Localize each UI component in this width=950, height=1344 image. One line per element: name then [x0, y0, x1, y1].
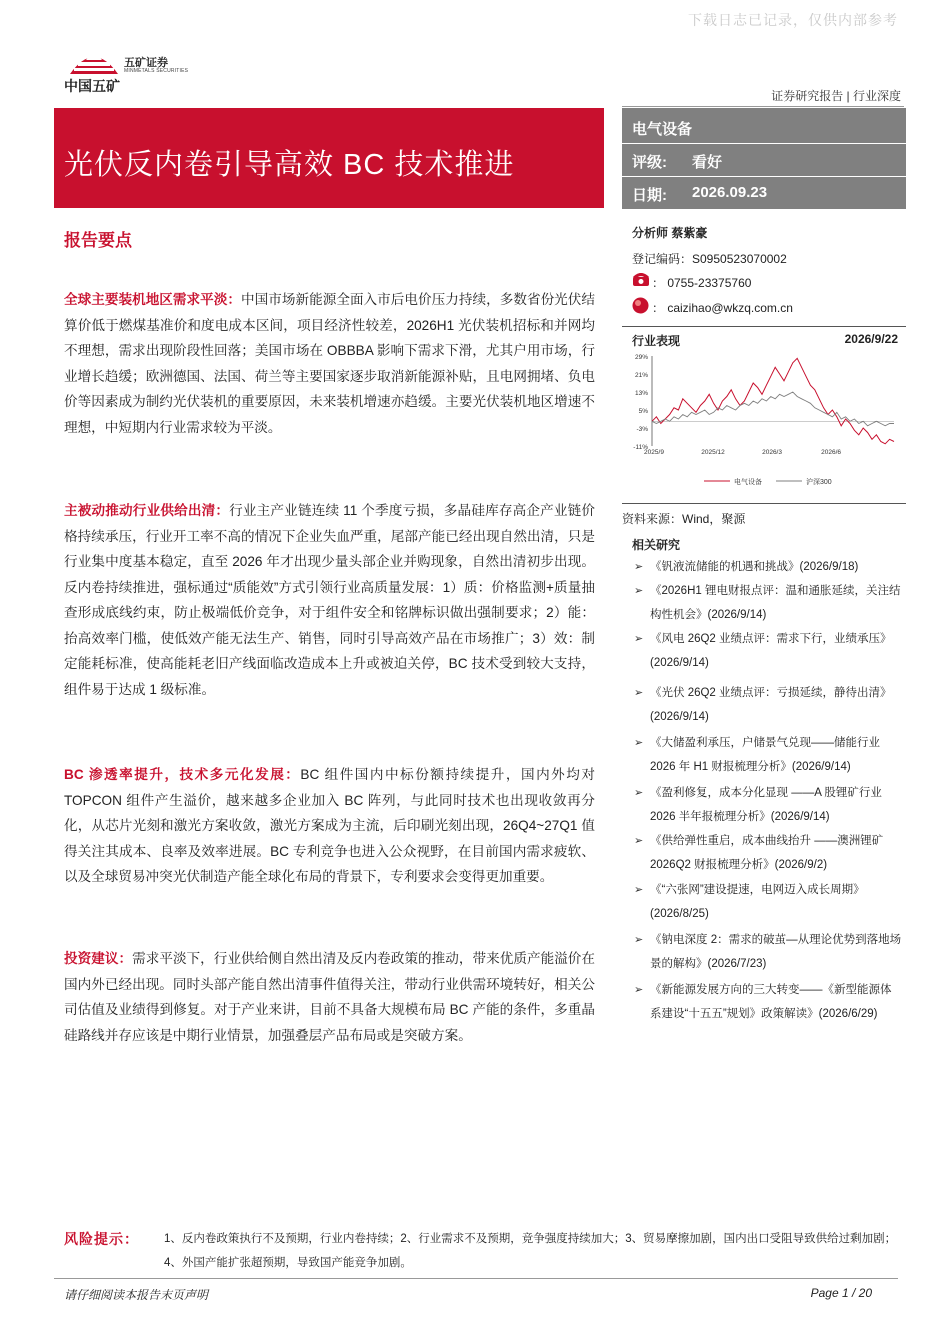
legend-label: 沪深300: [806, 479, 832, 486]
related-research-item[interactable]: [634, 878, 902, 926]
arrow-bullet-icon: ➢: [634, 984, 644, 996]
analyst-name: 分析师 蔡紫豪: [632, 226, 708, 240]
risk-label: 风险提示：: [64, 1231, 139, 1247]
related-research-item[interactable]: [634, 829, 902, 877]
brand-name-en: MINMETALS SECURITIES: [124, 68, 189, 74]
rating-divider: [622, 143, 906, 144]
arrow-bullet-icon: ➢: [634, 787, 644, 799]
paragraph-lead: BC 渗透率提升，技术多元化发展：: [64, 767, 301, 782]
arrow-bullet-icon: ➢: [634, 633, 644, 645]
series-line-sector: [652, 358, 894, 444]
x-tick-label: 2025/12: [701, 449, 725, 456]
arrow-bullet-icon: ➢: [634, 737, 644, 749]
related-research-item[interactable]: [634, 579, 902, 627]
y-tick-label: 5%: [638, 408, 648, 415]
related-research-item[interactable]: [634, 731, 902, 779]
footer-disclaimer: 请仔细阅读本报告末页声明: [64, 1288, 209, 1302]
related-research-heading: 相关研究: [632, 538, 681, 552]
paragraph-supply: [64, 498, 595, 702]
y-tick-label: -3%: [636, 426, 648, 433]
paragraph-lead: 全球主要装机地区需求平淡：: [64, 292, 242, 307]
date-divider: [622, 176, 906, 177]
date-value: 2026.09.23: [692, 184, 768, 201]
arrow-bullet-icon: ➢: [634, 835, 644, 847]
series-line-benchmark: [652, 392, 894, 426]
email-icon: [632, 297, 649, 314]
related-research-item[interactable]: [634, 555, 902, 579]
arrow-bullet-icon: ➢: [634, 585, 644, 597]
paragraph-lead: 主被动推动行业供给出清：: [64, 503, 230, 518]
related-research-item[interactable]: [634, 627, 902, 675]
paragraph-bc-tech: [64, 762, 595, 890]
group-name: 中国五矿: [64, 78, 120, 94]
analyst-email[interactable]: ： caizihao@wkzq.com.cn: [652, 301, 793, 315]
x-tick-label: 2025/9: [644, 449, 664, 456]
arrow-bullet-icon: ➢: [634, 561, 644, 573]
related-research-title: 《钠电深度 2：需求的破茧—从理论优势到落地场景的解构》(2026/7/23): [650, 934, 902, 970]
brand-name: 五矿证券: [124, 57, 168, 69]
related-research-title: 《大储盈利承压，户储景气兑现——储能行业 2026 年 H1 财报梳理分析》(2026/9/14): [650, 737, 880, 773]
related-research-item[interactable]: [634, 928, 902, 976]
paragraph-body: 需求平淡下，行业供给侧自然出清及反内卷政策的推动，带来优质产能溢价在国内外已经出现。同时头部产能自然出清事件值得关注，带动行业供需环境转好，相关公司估值及业绩得到修复。对于产业来讲，目前不具备大规模布局 BC 产能的条件，多重晶硅路线并存应该是中期行业情景，加强叠层产品布局或是突破方案。: [64, 951, 596, 1043]
chart-title: 行业表现: [632, 334, 681, 348]
risk-text: 1、反内卷政策执行不及预期，行业内卷持续；2、行业需求不及预期，竞争强度持续加大；3、贸易摩擦加剧，国内出口受阻导致供给过剩加剧；4、外国产能扩张超预期，导致国产能竞争加剧。: [164, 1233, 897, 1269]
paragraph-demand: [64, 287, 595, 440]
x-tick-label: 2026/3: [762, 449, 782, 456]
data-source: 资料来源：Wind，聚源: [622, 512, 746, 526]
report-title: 光伏反内卷引导高效 BC 技术推进: [64, 149, 515, 181]
rating-value: 看好: [692, 154, 723, 171]
related-research-title: 《2026H1 锂电财报点评：温和通胀延续，关注结构性机会》(2026/9/14): [650, 585, 901, 621]
related-research-title: 《钒液流储能的机遇和挑战》(2026/9/18): [650, 561, 859, 573]
related-research-title: 《风电 26Q2 业绩点评：需求下行，业绩承压》(2026/9/14): [650, 633, 892, 669]
minmetals-emblem-icon: [64, 44, 124, 78]
related-research-item[interactable]: [634, 681, 902, 729]
y-tick-label: 29%: [634, 354, 648, 361]
related-research-item[interactable]: [634, 781, 902, 829]
performance-chart: [622, 348, 906, 496]
paragraph-body: 行业主产业链连续 11 个季度亏损，多晶硅库存高企产业链价格持续承压，行业开工率不高的情况下企业失血严重，尾部产能已经出现自然出清，只是行业集中度基本稳定，直至 2026 年才出现少量头部企业并购现象，自然出清初步出现。反内卷持续推进，强标通过“质能效”方式引领行业高质量发展：1）质：价格监测+质量抽查形成底线约束，防止极端低价竞争，对于组件安全和铭牌标识做出强制要求；2）能：抬高效率门槛，使低效产能无法生产、销售，同时引导高效产品在市场推广；3）效：制定能耗标准，使高能耗老旧产线面临改造成本上升或被迫关停，BC 技术受到较大支持，组件易于达成 1 级标准。: [64, 503, 595, 697]
footer-divider: [54, 1278, 898, 1279]
report-type: 证券研究报告 | 行业深度: [771, 89, 901, 103]
phone-icon: [632, 273, 650, 287]
related-research-item[interactable]: [634, 978, 902, 1026]
paragraph-investment: [64, 946, 595, 1048]
paragraph-lead: 投资建议：: [64, 951, 133, 966]
related-research-title: 《新能源发展方向的三大转变——《新型能源体系建设“十五五”规划》政策解读》(2026/6/29): [650, 984, 892, 1020]
x-tick-label: 2026/6: [821, 449, 842, 456]
arrow-bullet-icon: ➢: [634, 934, 644, 946]
related-research-title: 《供给弹性重启，成本曲线抬升 ——澳洲锂矿 2026Q2 财报梳理分析》(2026/9/2): [650, 835, 884, 871]
related-research-title: 《盈利修复，成本分化显现 ——A 股锂矿行业 2026 半年报梳理分析》(2026/9/14): [650, 787, 882, 823]
y-tick-label: 13%: [634, 390, 648, 397]
date-label: 日期:: [632, 187, 667, 204]
rating-label: 评级:: [632, 154, 667, 171]
paragraph-body: 中国市场新能源全面入市后电价压力持续，多数省份光伏结算价低于燃煤基准价和度电成本区间，项目经济性较差，2026H1 光伏装机招标和并网均不理想，需求出现阶段性回落；美国市场在 OBBBA 影响下需求下滑，尤其户用市场，行业增长趋缓；欧洲德国、法国、荷兰等主要国家逐步取消新能源补贴，且电网拥堵、负电价等因素成为制约光伏装机的重要原因，未来装机增速亦趋缓。主要光伏装机地区增速不理想，中短期内行业需求较为平淡。: [64, 292, 596, 435]
related-research-title: 《光伏 26Q2 业绩点评：亏损延续，静待出清》(2026/9/14): [650, 687, 892, 723]
paragraph-body: BC 组件国内中标份额持续提升，国内外均对 TOPCON 组件产生溢价，越来越多企业加入 BC 阵列，与此同时技术也出现收敛再分化，从芯片光刻和激光方案收敛，激光方案成为主流，后印刷光刻出现，26Q4~27Q1 值得关注其成本、良率及效率进展。BC 专利竞争也进入公众视野，在目前国内需求疲软、以及全球贸易冲突光伏制造产能全球化布局的背景下，专利要求会变得更加重要。: [64, 767, 595, 884]
arrow-bullet-icon: ➢: [634, 884, 644, 896]
page-number: Page 1 / 20: [810, 1286, 872, 1300]
chart-date: 2026/9/22: [844, 332, 898, 346]
sector-label: 电气设备: [632, 121, 693, 138]
related-research-title: 《“六张网”建设提速，电网迈入成长周期》(2026/8/25): [650, 884, 865, 920]
analyst-registration: 登记编码：S0950523070002: [632, 252, 787, 266]
watermark: 下载日志已记录，仅供内部参考: [688, 13, 898, 29]
arrow-bullet-icon: ➢: [634, 687, 644, 699]
y-tick-label: -11%: [633, 444, 648, 451]
header-divider: [622, 106, 904, 107]
section-heading: 报告要点: [64, 231, 132, 250]
analyst-phone: ： 0755-23375760: [652, 276, 752, 290]
legend-label: 电气设备: [734, 479, 762, 486]
y-tick-label: 21%: [634, 372, 648, 379]
